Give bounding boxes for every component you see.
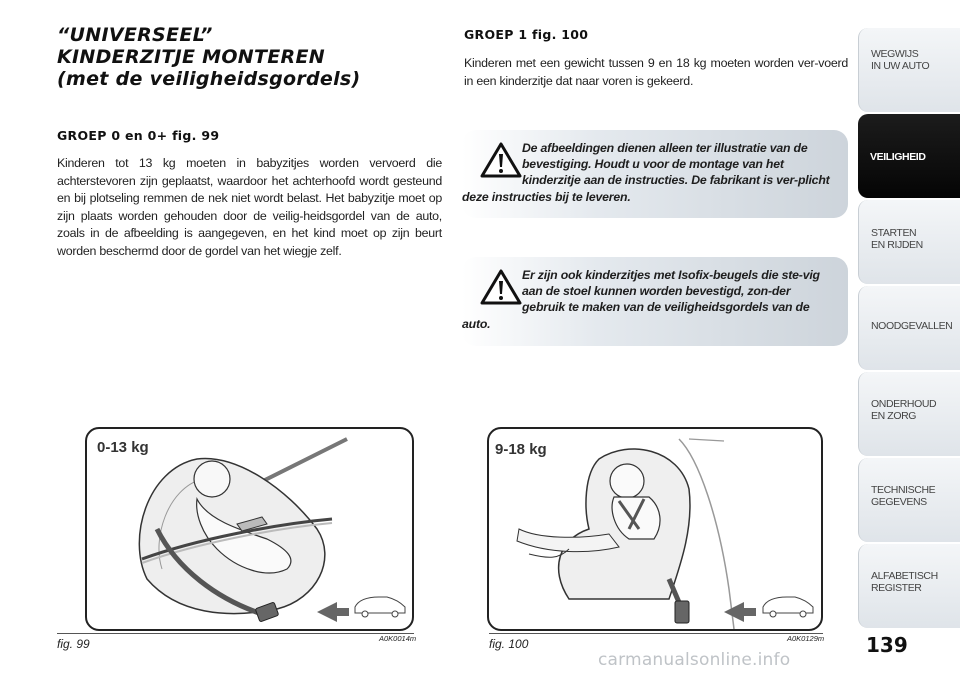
figure-99-code: A0K0014m [379, 634, 417, 643]
figure-100-frame [487, 427, 823, 631]
tab-wegwijs[interactable] [858, 28, 960, 112]
title-line-3: (met de veiligheidsgordels) [57, 68, 361, 90]
warning-box-isofix [462, 257, 848, 346]
tab-onderhoud[interactable] [858, 372, 960, 456]
tab-label: ALFABETISCH REGISTER [871, 570, 938, 594]
groep0-heading: GROEP 0 en 0+ fig. 99 [57, 128, 220, 143]
figure-100-rule [489, 633, 823, 634]
tab-label: STARTEN EN RIJDEN [871, 227, 923, 251]
tab-label: ONDERHOUD EN ZORG [871, 398, 937, 422]
tab-technische[interactable] [858, 458, 960, 542]
page-number: 139 [866, 633, 908, 657]
title-line-1: “UNIVERSEEL” [57, 24, 213, 46]
tab-label: NOODGEVALLEN [871, 320, 953, 332]
watermark: carmanualsonline.info [598, 650, 791, 670]
groep1-body: Kinderen met een gewicht tussen 9 en 18 kg moeten worden ver-voerd in een kinderzitje dat naar voren is gekeerd. [464, 56, 848, 88]
tab-veiligheid[interactable] [858, 114, 960, 198]
tab-label: VEILIGHEID [870, 151, 926, 163]
warning-box-illustration [462, 130, 848, 218]
warning-text-isofix: Er zijn ook kinderzitjes met Isofix-beugels die ste-vig aan de stoel kunnen worden bevestigd, zon-der gebruik te maken van de veiligheidsgordels van de auto. [462, 268, 820, 331]
figure-99-weight-label: 0-13 kg [97, 439, 149, 456]
infant-seat-illustration [87, 429, 414, 631]
figure-100-caption: fig. 100 [489, 637, 529, 651]
groep0-body: Kinderen tot 13 kg moeten in babyzitjes worden vervoerd die achterstevoren zijn geplaatst, waardoor het achterhoofd wordt gesteund en bij plotseling remmen de nek niet wordt belast. Het babyzitje moet op zijn plaats worden gehouden door de veilig-heidsgordel van de auto, zoals in de afbeelding is aangegeven, en het kind moet op zijn beurt worden beschermd door de gordel van het wiegje zelf. [57, 156, 442, 258]
figure-99-rule [57, 633, 414, 634]
figure-100-weight-label: 9-18 kg [495, 441, 547, 458]
tab-starten[interactable] [858, 200, 960, 284]
tab-label: TECHNISCHE GEGEVENS [871, 484, 936, 508]
tab-noodgevallen[interactable] [858, 286, 960, 370]
groep1-heading: GROEP 1 fig. 100 [464, 27, 589, 42]
figure-100-code: A0K0129m [787, 634, 825, 643]
title-line-2: KINDERZITJE MONTEREN [57, 46, 325, 68]
page-title [57, 24, 437, 90]
tab-alfabetisch[interactable] [858, 544, 960, 628]
figure-99-frame [85, 427, 414, 631]
warning-text-illustration: De afbeeldingen dienen alleen ter illustratie van de bevestiging. Houdt u voor de montage van het kinderzitje aan de instructies. De fabrikant is ver-plicht deze instructies bij te leveren. [462, 141, 830, 204]
tab-label: WEGWIJS IN UW AUTO [871, 48, 930, 72]
figure-99-caption: fig. 99 [57, 637, 90, 651]
child-seat-illustration [489, 429, 823, 631]
